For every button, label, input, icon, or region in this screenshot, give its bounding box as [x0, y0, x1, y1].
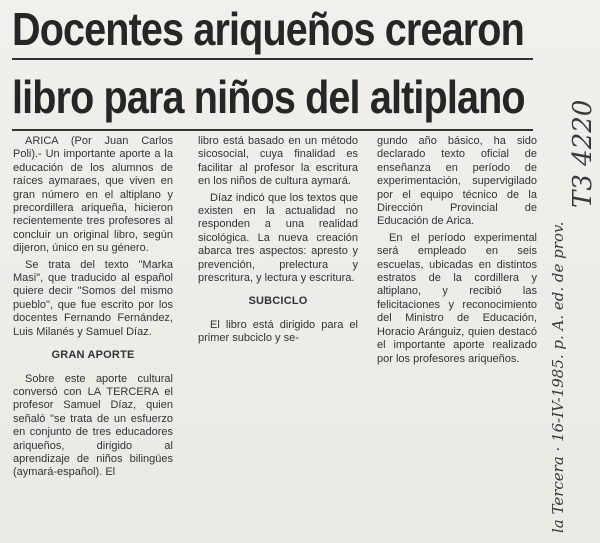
paragraph: En el período experimental será empleado en seis escuelas, ubicadas en distintos estratos de la cordillera y altiplano, y recibió las felicitaciones y reconocimiento del Ministro de Educación, Horacio Aránguiz, quien destacó el importante aporte realizado por los profesores ariqueños.	[377, 231, 537, 365]
article-column-3	[377, 135, 537, 369]
paragraph: Sobre este aporte cultural conversó con LA TERCERA el profesor Samuel Díaz, quien señaló "se trata de un esfuerzo en conjunto de tres educadores ariqueños, dirigido al aprendizaje de niños bilingües (aymará-español). El	[13, 372, 173, 479]
headline	[12, 2, 525, 124]
paragraph: Se trata del texto "Marka Masi", que traducido al español quiere decir "Somos del mismo pueblo", que fue escrito por los docentes Fernando Fernández, Luis Milanés y Samuel Díaz.	[13, 258, 173, 338]
article-column-2	[198, 135, 358, 349]
paragraph: libro está basado en un método sicosocial, cuya finalidad es facilitar al profesor la escritura en los niños de cultura aymará.	[198, 135, 358, 188]
headline-line-2: libro para niños del altiplano	[12, 71, 525, 123]
headline-divider-top	[12, 58, 533, 60]
handwritten-note-line-2: T3 4220	[568, 99, 595, 208]
subheading: GRAN APORTE	[51, 349, 135, 362]
paragraph: Díaz indicó que los textos que existen en la actualidad no responden a una realidad sicológica. La nueva creación abarca tres aspectos: apresto y prevención, prelectura y prescritura, y lectura y escritura.	[198, 191, 358, 285]
handwritten-annotation	[545, 8, 595, 538]
paragraph: ARICA (Por Juan Carlos Poli).- Un importante aporte a la educación de los alumnos de raíces aymaraes, que viven en gran número en el altiplano y precordillera ariqueña, hicieron recientemente tres profesores al concluir un original libro, según dijeron, único en su género.	[13, 135, 173, 255]
paragraph: gundo año básico, ha sido declarado texto oficial de enseñanza en período de experimentación, supervigilado por el equipo técnico de la Dirección Provincial de Educación de Arica.	[377, 135, 537, 228]
subheading: SUBCICLO	[248, 295, 308, 308]
headline-line-1: Docentes ariqueños crearon	[12, 3, 524, 55]
paragraph: El libro está dirigido para el primer subciclo y se-	[198, 318, 358, 345]
article-column-1	[13, 135, 173, 483]
handwritten-note-line-1: la Tercera · 16-IV-1985. p. A. ed. de prov.	[549, 221, 567, 533]
headline-divider-bottom	[12, 129, 533, 131]
